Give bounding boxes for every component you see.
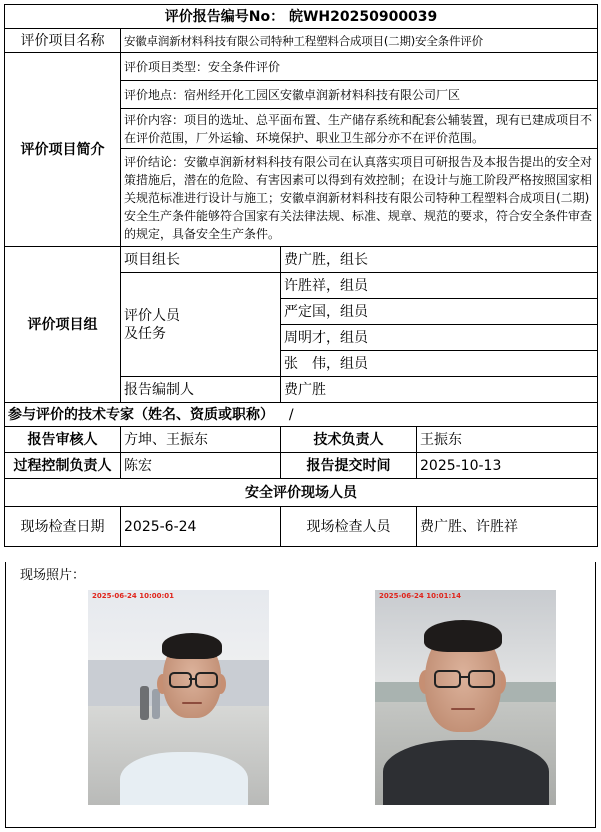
- photo-person-hair: [162, 633, 222, 659]
- photo-bystander: [140, 686, 149, 720]
- process-control-value: 陈宏: [121, 453, 281, 479]
- reviewer-label: 报告审核人: [5, 427, 121, 453]
- editor-value: 费广胜: [281, 377, 598, 403]
- photo-person-hair: [424, 620, 502, 652]
- photo-person-glasses: [434, 670, 461, 688]
- submit-time-value: 2025-10-13: [417, 453, 598, 479]
- project-content: 评价内容：项目的选址、总平面布置、生产储存系统和配套公辅装置，现有已建成项目不在评价范围，厂外运输、环境保护、职业卫生部分亦不在评价范围。: [121, 109, 598, 149]
- project-name-label: 评价项目名称: [5, 29, 121, 53]
- tech-lead-value: 王振东: [417, 427, 598, 453]
- tech-lead-label: 技术负责人: [281, 427, 417, 453]
- editor-label: 报告编制人: [121, 377, 281, 403]
- photo-glasses-bridge: [189, 678, 195, 680]
- staff-label-line2: 及任务: [124, 325, 166, 342]
- experts-label: 参与评价的技术专家（姓名、资质或职称）: [8, 406, 274, 423]
- site-inspector-label: 现场检查人员: [281, 507, 417, 547]
- report-number-label: 评价报告编号No：: [164, 8, 285, 25]
- reviewer-value: 方坤、王振东: [121, 427, 281, 453]
- team-member: 张 伟，组员: [281, 351, 598, 377]
- photo-person-glasses: [195, 672, 218, 688]
- leader-label: 项目组长: [121, 247, 281, 273]
- photo-bystander: [152, 689, 160, 719]
- project-location: 评价地点：宿州经开化工园区安徽卓润新材料科技有限公司厂区: [121, 81, 598, 109]
- photo-timestamp: 2025-06-24 10:00:01: [92, 592, 175, 600]
- project-type: 评价项目类型：安全条件评价: [121, 53, 598, 81]
- photo-timestamp: 2025-06-24 10:01:14: [379, 592, 462, 600]
- staff-label-line1: 评价人员: [124, 307, 180, 324]
- report-number-header: [5, 5, 598, 29]
- photo-person-shirt: [383, 740, 549, 805]
- project-conclusion: 评价结论：安徽卓润新材料科技有限公司在认真落实项目可研报告及本报告提出的安全对策措施后，潜在的危险、有害因素可以得到有效控制；在设计与施工阶段严格按照国家相关规范标准进行设计与施工；安徽卓润新材料科技有限公司特种工程塑料合成项目(二期)安全生产条件能够符合国家有关法律法规、标准、规章、规范的要求，符合安全条件审查的规定，具备安全生产条件。: [121, 149, 598, 247]
- photo-person-mouth: [451, 708, 475, 710]
- site-date-label: 现场检查日期: [5, 507, 121, 547]
- photo-person-glasses: [468, 670, 495, 688]
- site-photo-1: [88, 590, 269, 805]
- site-section-title: 安全评价现场人员: [5, 479, 598, 507]
- experts-value: /: [288, 406, 294, 423]
- team-member: 严定国，组员: [281, 299, 598, 325]
- site-date-value: 2025-6-24: [121, 507, 281, 547]
- experts-row: [5, 403, 598, 427]
- photo-person-shirt: [120, 752, 248, 805]
- team-label: 评价项目组: [5, 247, 121, 403]
- site-photos-area: [5, 562, 596, 828]
- evaluation-report-table: [4, 4, 598, 547]
- process-control-label: 过程控制负责人: [5, 453, 121, 479]
- project-name-value: 安徽卓润新材料科技有限公司特种工程塑料合成项目(二期)安全条件评价: [121, 29, 598, 53]
- leader-value: 费广胜，组长: [281, 247, 598, 273]
- photo-person-glasses: [169, 672, 192, 688]
- staff-label: [121, 273, 281, 377]
- photo-glasses-bridge: [459, 676, 468, 678]
- report-number-value: 皖WH20250900039: [288, 8, 438, 25]
- site-photo-2: [375, 590, 556, 805]
- site-inspector-value: 费广胜、许胜祥: [417, 507, 598, 547]
- team-member: 许胜祥，组员: [281, 273, 598, 299]
- team-member: 周明才，组员: [281, 325, 598, 351]
- submit-time-label: 报告提交时间: [281, 453, 417, 479]
- site-photos-label: 现场照片：: [20, 568, 86, 583]
- photo-person-mouth: [182, 702, 202, 704]
- project-profile-label: 评价项目简介: [5, 53, 121, 247]
